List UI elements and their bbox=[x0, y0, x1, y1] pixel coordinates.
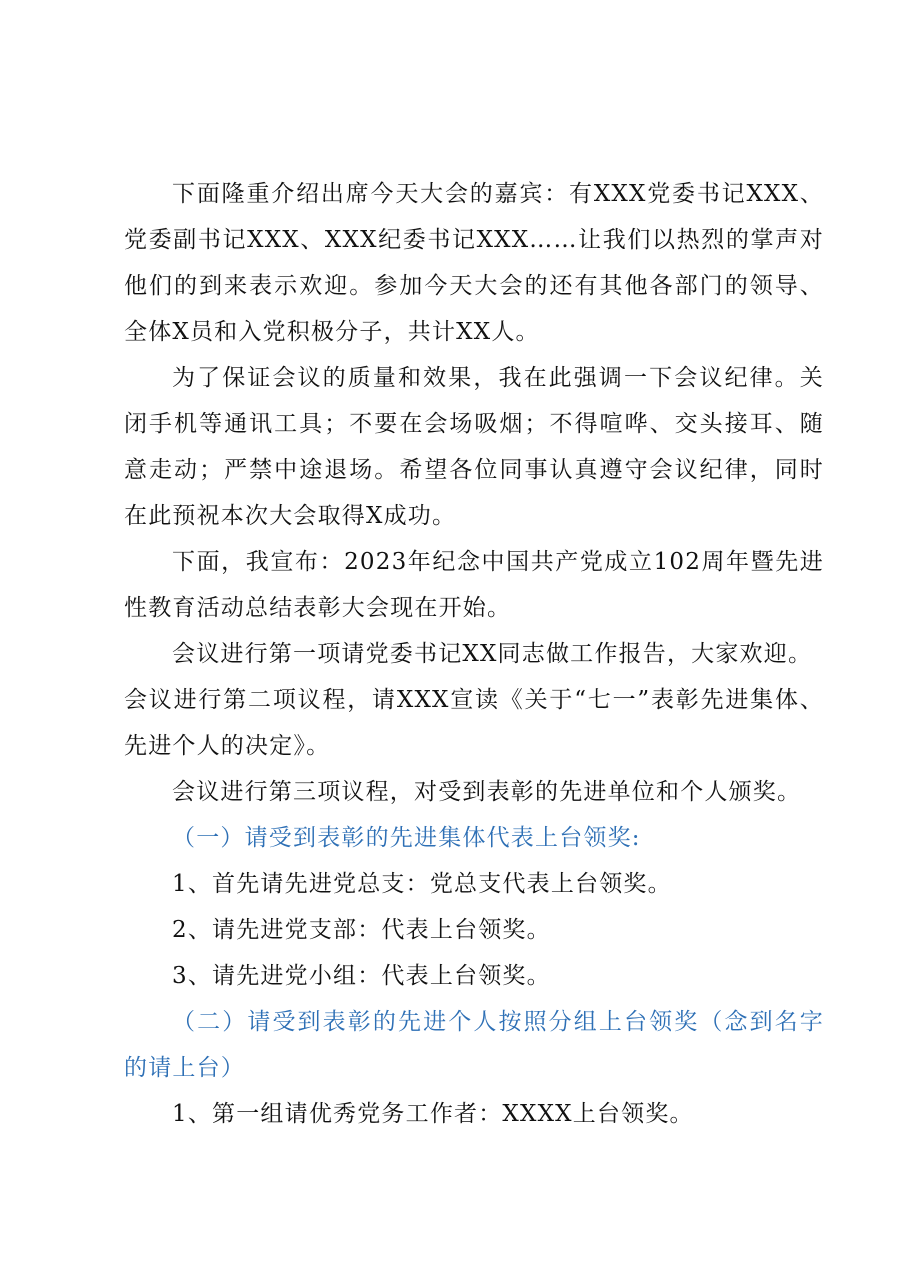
list-item: 1、第一组请优秀党务工作者：XXXX上台领奖。 bbox=[172, 1101, 694, 1127]
section1-heading: （一）请受到表彰的先进集体代表上台领奖: bbox=[172, 825, 641, 851]
list-item: 1、首先请先进党总支：党总支代表上台领奖。 bbox=[172, 871, 672, 897]
document-body bbox=[124, 171, 824, 1137]
section2-heading: （二）请受到表彰的先进个人按照分组上台领奖（念到名字的请上台） bbox=[124, 1009, 824, 1081]
paragraph-agenda-3: 会议进行第三项议程，对受到表彰的先进单位和个人颁奖。 bbox=[172, 779, 802, 805]
paragraph-opening: 下面，我宣布：2023年纪念中国共产党成立102周年暨先进性教育活动总结表彰大会现在开始。 bbox=[124, 549, 824, 621]
paragraph-agenda-1: 会议进行第一项请党委书记XX同志做工作报告，大家欢迎。 bbox=[172, 641, 813, 667]
paragraph-agenda-2: 会议进行第二项议程，请XXX宣读《关于“七一”表彰先进集体、先进个人的决定》。 bbox=[124, 687, 824, 759]
list-item: 3、请先进党小组：代表上台领奖。 bbox=[172, 963, 551, 989]
paragraph-guests: 下面隆重介绍出席今天大会的嘉宾：有XXX党委书记XXX、党委副书记XXX、XXX纪委书记XXX……让我们以热烈的掌声对他们的到来表示欢迎。参加今天大会的还有其他各部门的领导、全体X员和入党积极分子，共计XX人。 bbox=[124, 181, 824, 345]
paragraph-discipline: 为了保证会议的质量和效果，我在此强调一下会议纪律。关闭手机等通讯工具；不要在会场吸烟；不得喧哗、交头接耳、随意走动；严禁中途退场。希望各位同事认真遵守会议纪律，同时在此预祝本次大会取得X成功。 bbox=[124, 365, 824, 529]
list-item: 2、请先进党支部：代表上台领奖。 bbox=[172, 917, 551, 943]
